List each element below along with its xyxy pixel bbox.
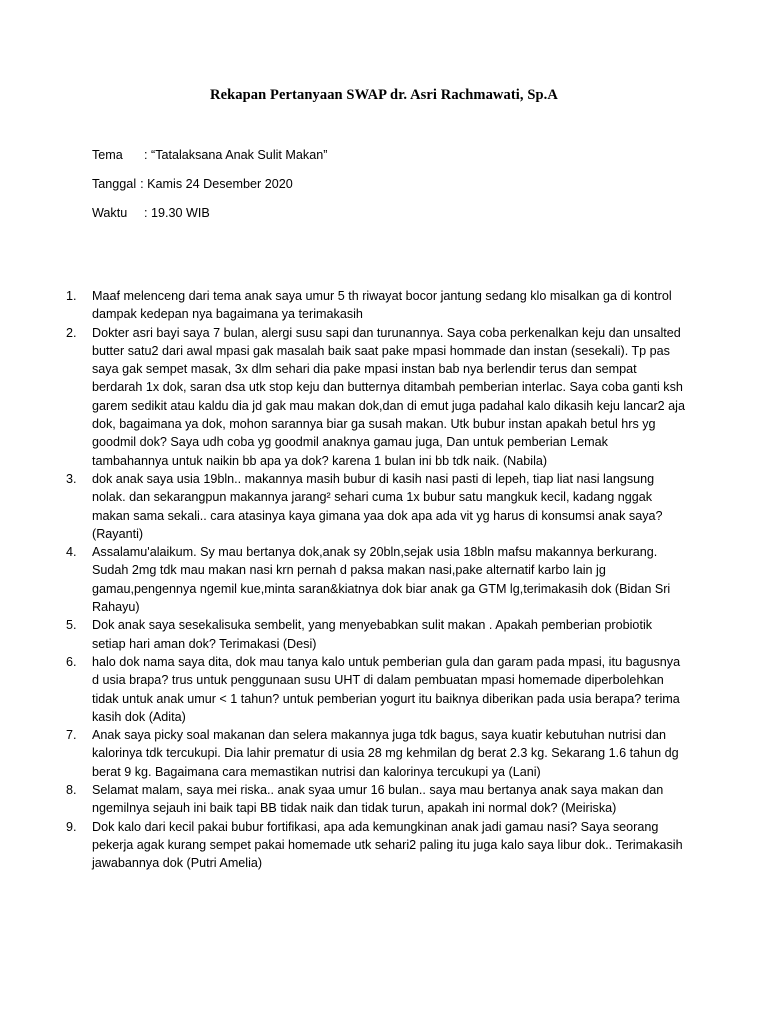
question-item (66, 543, 686, 616)
question-number: 3. (66, 471, 77, 486)
question-number: 6. (66, 654, 77, 669)
question-text: Selamat malam, saya mei riska.. anak syaa umur 16 bulan.. saya mau bertanya anak saya makan dan ngemilnya sejauh ini baik tapi BB tidak naik dan tidak turun, apakah ini normal dok? (Meiriska) (92, 783, 664, 816)
question-text: Dok anak saya sesekalisuka sembelit, yang menyebabkan sulit makan . Apakah pemberian probiotik setiap hari aman dok? Terimakasi (Desi) (92, 618, 653, 651)
question-text: Dok kalo dari kecil pakai bubur fortifikasi, apa ada kemungkinan anak jadi gamau nasi? Saya seorang pekerja agak kurang sempet pakai homemade utk sehari2 paling itu juga kalo saya libur dok.. Terimakasih jawabannya dok (Putri Amelia) (92, 819, 683, 871)
question-item (66, 616, 686, 653)
meta-waktu (92, 204, 210, 222)
meta-tema-value: : “Tatalaksana Anak Sulit Makan” (144, 148, 328, 162)
meta-tema (92, 146, 327, 164)
question-item (66, 653, 686, 726)
question-item (66, 781, 686, 818)
question-number: 8. (66, 783, 77, 798)
question-text: dok anak saya usia 19bln.. makannya masih bubur di kasih nasi pasti di lepeh, tiap liat nasi langsung nolak. dan sekarangpun makannya jarang² sehari cuma 1x bubur satu mangkuk kecil, kadang nggak makan sama sekali.. cara atasinya kaya gimana yaa dok apa ada vit yg harus di konsumsi anak saya? (Rayanti) (92, 471, 663, 541)
question-number: 2. (66, 325, 77, 340)
document-title: Rekapan Pertanyaan SWAP dr. Asri Rachmawati, Sp.A (210, 87, 558, 103)
question-number: 1. (66, 289, 77, 303)
meta-tanggal (92, 175, 293, 193)
meta-tema-label: Tema (92, 148, 123, 162)
meta-waktu-label: Waktu (92, 206, 128, 220)
question-number: 7. (66, 728, 77, 743)
question-list (66, 287, 686, 873)
question-text: Dokter asri bayi saya 7 bulan, alergi susu sapi dan turunannya. Saya coba perkenalkan keju dan unsalted butter satu2 dari awal mpasi gak masalah baik saat pake mpasi hommade dan instan (sesekali). Tp pas saya gak sempet masak, 3x dlm sehari dia pake mpasi instan bab nya berlendir terus dan sempat berdarah 1x dok, saran dsa utk stop keju dan butternya ditambah pemberian interlac. Saya coba ganti ksh garem sedikit atau kaldu dia jd gak mau makan dok,dan di emut juga padahal kalo dikasih keju lancar2 aja dok, bagaimana ya dok, mohon sarannya biar ga susah makan. Utk bubur instan apakah betul hrs yg goodmil dok? Saya udh coba yg goodmil anaknya gamau juga, Dan untuk pemberian Lemak tambahannya untuk naikin bb apa ya dok? karena 1 bulan ini bb tdk naik. (Nabila) (92, 325, 685, 468)
question-number: 9. (66, 819, 77, 834)
question-text: Assalamu'alaikum. Sy mau bertanya dok,anak sy 20bln,sejak usia 18bln mafsu makannya berkurang. Sudah 2mg tdk mau makan nasi krn pernah d paksa makan nasi,pake alternatif karbo lain jg gamau,pengennya ngemil kue,minta saran&kiatnya dok biar anak ga GTM lg,terimakasih dok (Bidan Sri Rahayu) (92, 545, 671, 615)
question-item (66, 324, 686, 470)
question-text: halo dok nama saya dita, dok mau tanya kalo untuk pemberian gula dan garam pada mpasi, itu bagusnya d usia brapa? trus untuk penggunaan susu UHT di dalam pembuatan mpasi homemade diperbolehkan tidak untuk anak umur < 1 tahun? untuk pemberian yogurt itu baiknya diberikan pada usia berapa? terima kasih dok (Adita) (92, 654, 681, 724)
question-number: 5. (66, 618, 77, 633)
meta-tanggal-label: Tanggal (92, 177, 137, 191)
question-text: Anak saya picky soal makanan dan selera makannya juga tdk bagus, saya kuatir kebutuhan nutrisi dan kalorinya tdk tercukupi. Dia lahir prematur di usia 28 mg kehmilan dg berat 2.3 kg. Sekarang 1.6 tahun dg berat 9 kg. Bagaimana cara memastikan nutrisi dan kalorinya tercukupi ya (Lani) (92, 728, 679, 779)
question-text: Maaf melenceng dari tema anak saya umur 5 th riwayat bocor jantung sedang klo misalkan ga di kontrol dampak kedepan nya bagaimana ya terimakasih (92, 289, 672, 322)
question-item (66, 287, 686, 324)
question-item (66, 470, 686, 543)
meta-tanggal-value: : Kamis 24 Desember 2020 (140, 177, 293, 191)
question-item (66, 726, 686, 781)
question-number: 4. (66, 545, 77, 560)
question-item (66, 818, 686, 873)
meta-waktu-value: : 19.30 WIB (144, 206, 210, 220)
